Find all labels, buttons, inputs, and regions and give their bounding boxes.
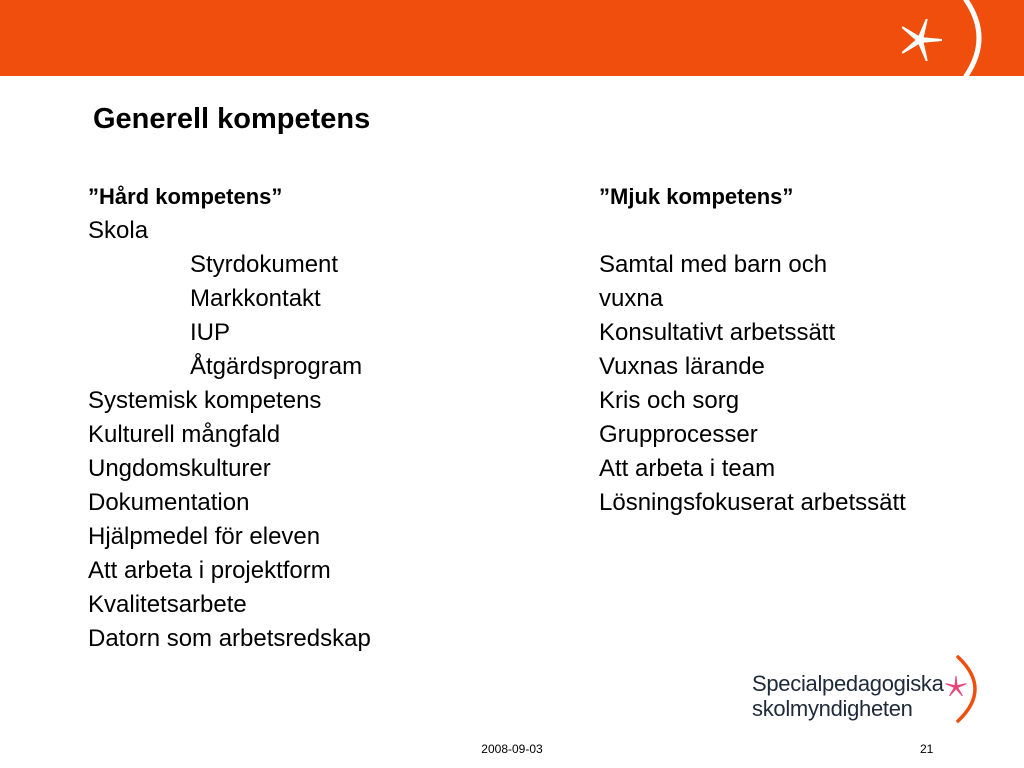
hard-skill-item: IUP — [190, 319, 231, 346]
soft-skills-heading: ”Mjuk kompetens” — [599, 184, 794, 209]
hard-skill-item: Systemisk kompetens — [88, 387, 322, 414]
hard-skill-item: Styrdokument — [190, 251, 339, 278]
list-spacer — [599, 214, 906, 248]
soft-skill-item: Konsultativt arbetssätt — [599, 319, 836, 346]
soft-skill-item: Kris och sorg — [599, 387, 740, 414]
hard-skill-item: Att arbeta i projektform — [88, 557, 331, 584]
soft-skill-item: Samtal med barn och — [599, 251, 828, 278]
logo-line1: Specialpedagogiska — [752, 671, 944, 696]
soft-skill-item: Grupprocesser — [599, 421, 758, 448]
header-bar — [0, 0, 1024, 76]
hard-skill-item: Skola — [88, 217, 149, 244]
page-number: 21 — [920, 742, 934, 756]
hard-skill-item: Markkontakt — [190, 285, 321, 312]
footer-date: 2008-09-03 — [481, 742, 543, 756]
hard-skill-item: Kulturell mångfald — [88, 421, 281, 448]
soft-skill-item: vuxna — [599, 285, 664, 312]
hard-skill-item: Hjälpmedel för eleven — [88, 523, 321, 550]
star-icon — [890, 10, 950, 70]
hard-skill-item: Datorn som arbetsredskap — [88, 625, 371, 652]
soft-skills-list — [599, 180, 906, 520]
soft-skill-item: Vuxnas lärande — [599, 353, 765, 380]
logo-arc-icon — [952, 655, 992, 723]
soft-skill-item: Lösningsfokuserat arbetssätt — [599, 489, 906, 516]
logo-text — [752, 671, 944, 721]
arc-icon — [958, 0, 998, 76]
hard-skill-item: Ungdomskulturer — [88, 455, 271, 482]
agency-logo — [752, 655, 1002, 725]
hard-skill-item: Kvalitetsarbete — [88, 591, 247, 618]
hard-skills-heading: ”Hård kompetens” — [88, 184, 283, 209]
hard-skills-list — [88, 180, 371, 656]
hard-skill-item: Dokumentation — [88, 489, 250, 516]
soft-skill-item: Att arbeta i team — [599, 455, 776, 482]
slide-title: Generell kompetens — [93, 103, 371, 135]
hard-skill-item: Åtgärdsprogram — [190, 353, 363, 380]
logo-line2: skolmyndigheten — [752, 696, 913, 721]
